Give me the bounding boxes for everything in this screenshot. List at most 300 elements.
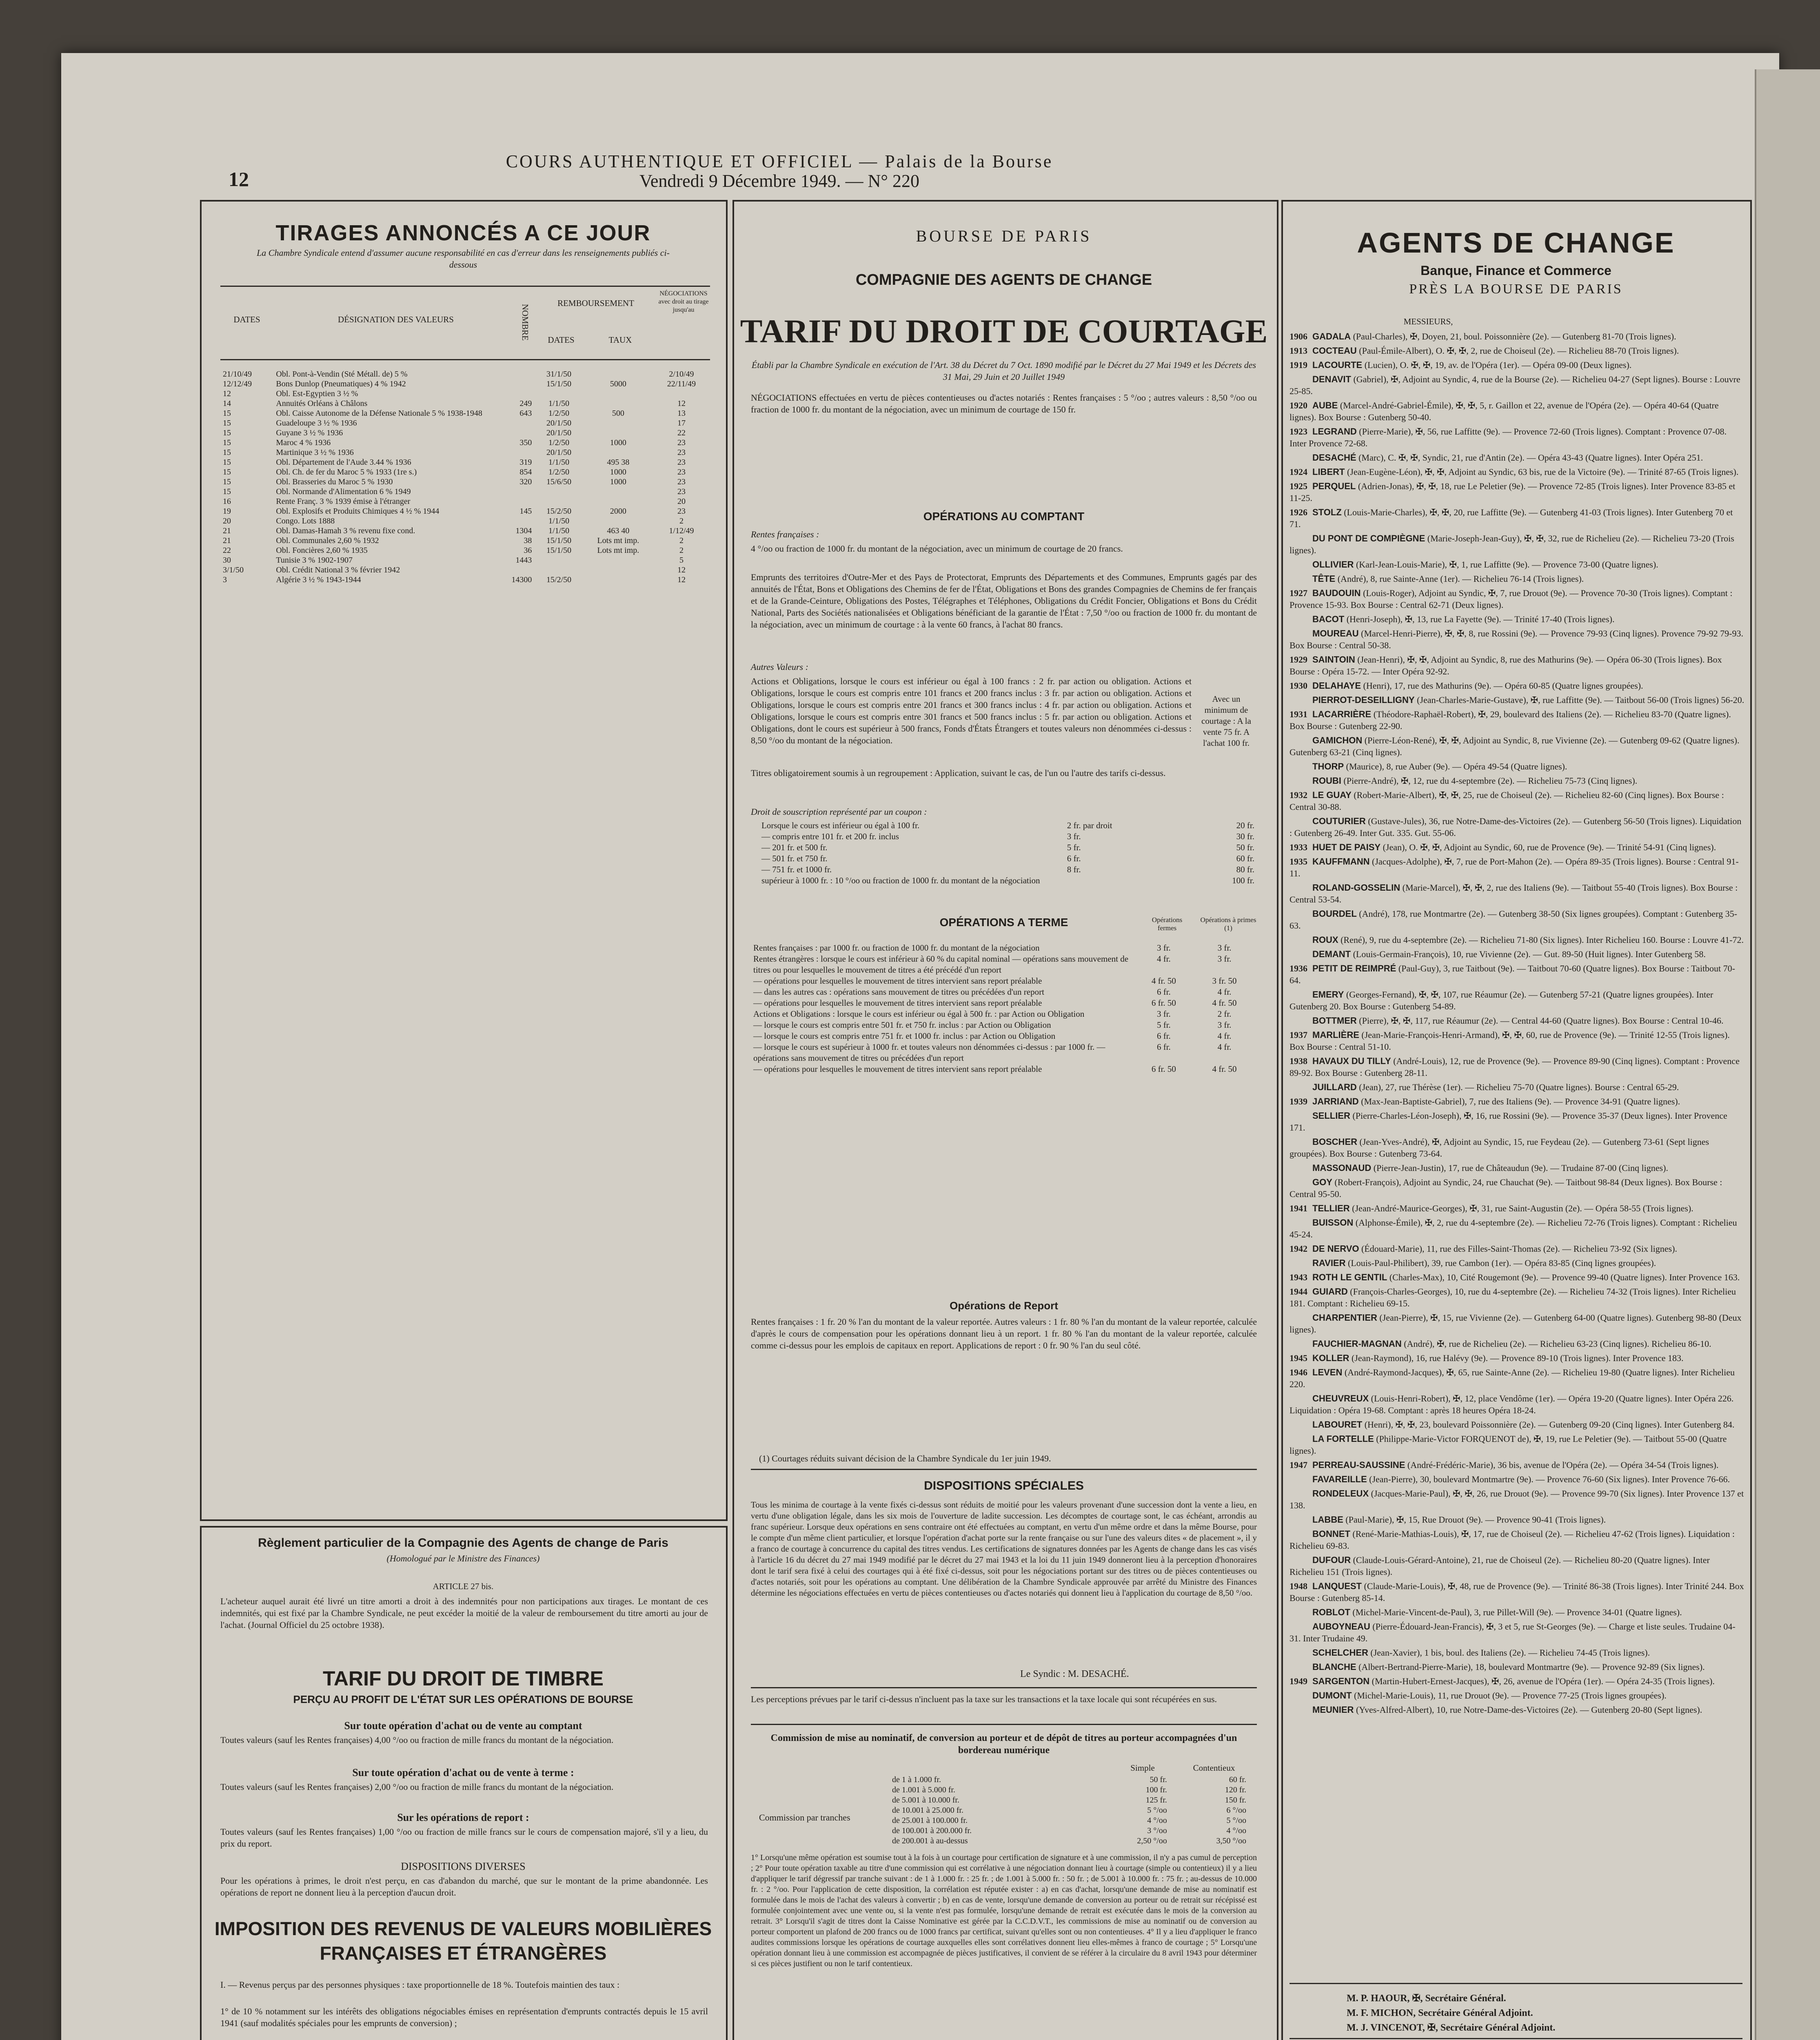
agent-entry [1290, 815, 1745, 839]
agent-year: 1935 [1290, 856, 1307, 867]
agents-subtitle: Banque, Finance et Commerce [1420, 263, 1611, 278]
agent-name: LA FORTELLE [1312, 1434, 1374, 1444]
agent-details: (René-Marie-Mathias-Louis), ✠, 17, rue de Choiseul (2e). — Richelieu 47-62 (Trois lignes). Liquidation : Richelieu 69-83. [1290, 1529, 1735, 1551]
agent-details: (Marcel-Henri-Pierre), ✠, ✠, 8, rue Rossini (9e). — Provence 79-93 (Cinq lignes). Provence 79-92 79-93. Box Bourse : Central 50-38. [1290, 628, 1743, 650]
agent-entry [1290, 1312, 1745, 1335]
table-cell: 20 [677, 497, 686, 506]
commission-notes: 1° Lorsqu'une même opération est soumise tout à la fois à un courtage pour certification de signature et à une commission, il n'y a pas cumul de perception ; 2° Pour toute opération taxable au titre d'une commission qui est corrélative à une négociation donnant lieu à courtage (simple ou contentieux) il y a lieu d'appliquer le tarif dégressif par tranche suivant : de 1 à 1.000 fr. : 25 fr. ; de 1.001 à 5.000 fr. : 50 fr. ; de 5.001 à 10.000 fr. : 75 fr. ; au-dessus de 10.000 fr. : 2 °/oo. Pour l'application de cette disposition, la corrélation est réputée exister : a) en cas d'achat, lorsqu'une demande de mise au nominatif est formulée dans le mois de l'achat des valeurs à convertir ; b) en cas de vente, lorsqu'une demande de conversion au porteur ou de retrait sur récépissé est formulée conjointement avec une vente ou, si la vente n'est pas formulée, lorsqu'une demande de retrait est exécutée dans le mois de la conversion au retrait. 3° Lorsqu'il s'agit de titres dont la Caisse Nominative est gérée par la C.C.D.V.T., les commissions de mise au nominatif ou de conversion au porteur comportent un plafond de 200 francs ou de 1000 francs par certificat, suivant qu'elles sont ou non contentieuses. 4° Il y a lieu d'appliquer le franco audites commissions lorsque les opérations de courtage auxquelles elles sont corrélatives donnent lieu elles-mêmes à franco de courtage ; 5° Lorsqu'une opération donnant lieu à une commission est accompagnée de pièces justificatives, il convient de se référer à la circulaire du 8 avril 1943 pour déterminer si ces pièces justifient ou non le tarif contentieux. [751, 1853, 1257, 1968]
agent-details: (Édouard-Marie), 11, rue des Filles-Saint-Thomas (2e). — Richelieu 73-92 (Six lignes). [1359, 1244, 1677, 1254]
agent-details: (Henri-Joseph), ✠, 13, rue La Fayette (9e). — Trinité 17-40 (Trois lignes). [1344, 614, 1615, 624]
table-cell: 22/11/49 [667, 379, 696, 388]
table-cell: 22 [677, 428, 686, 437]
agent-name: ROUBI [1312, 776, 1341, 786]
agent-year: 1923 [1290, 426, 1307, 437]
table-cell: 643 [519, 409, 532, 418]
agent-details: (Jean-Raymond), 16, rue Halévy (9e). — Provence 89-10 (Trois lignes). Inter Provence 183. [1349, 1353, 1684, 1363]
table-cell: 15 [223, 448, 231, 457]
agent-details: (Louis-Germain-François), 10, rue Vivienne (2e). — Gut. 89-50 (Huit lignes). Inter Gutenberg 58. [1351, 949, 1706, 959]
agent-name: DENAVIT [1312, 374, 1351, 384]
table-cell [501, 369, 534, 379]
table-row [890, 1816, 1249, 1826]
table-row [220, 369, 710, 379]
table-row [220, 408, 710, 418]
agent-details: (André-Raymond-Jacques), ✠, 65, rue Sainte-Anne (2e). — Richelieu 19-80 (Quatre lignes). Inter Richelieu 220. [1290, 1367, 1735, 1389]
agent-name: SCHELCHER [1312, 1648, 1368, 1658]
table-cell: 100 fr. [1145, 1785, 1167, 1794]
col-designation: DÉSIGNATION DES VALEURS [338, 315, 454, 324]
table-row [220, 448, 710, 457]
table-row [220, 526, 710, 536]
table-cell: 15 [223, 428, 231, 437]
reglement-article: ARTICLE 27 bis. [433, 1581, 494, 1591]
table-row [751, 1020, 1257, 1031]
timbre-p3: Toutes valeurs (sauf les Rentes françaises) 1,00 °/oo ou fraction de mille francs sur le cours de compensation majoré, s'il y a lieu, du prix du report. [220, 1827, 708, 1849]
table-cell [501, 418, 534, 428]
agent-name: GUIARD [1312, 1286, 1348, 1297]
table-cell: Lorsque le cours est inférieur ou égal à 100 fr. [761, 820, 920, 830]
table-cell: 15/6/50 [546, 477, 572, 486]
table-cell [501, 487, 534, 497]
table-cell: 320 [519, 477, 532, 486]
agent-name: BAUDOUIN [1312, 588, 1361, 598]
agent-details: (Jean), O. ✠, ✠, Adjoint au Syndic, 60, rue de Provence (9e). — Trinité 54-91 (Cinq lignes). [1381, 842, 1716, 852]
table-cell [501, 497, 534, 506]
table-row [220, 536, 710, 545]
agent-name: OLLIVIER [1312, 559, 1354, 570]
agent-entry [1290, 532, 1745, 556]
table-cell: 80 fr. [1236, 865, 1254, 874]
table-cell: 23 [677, 487, 686, 496]
table-cell: 5 fr. [1067, 843, 1081, 852]
table-row [890, 1775, 1249, 1785]
agent-name: LE GUAY [1312, 790, 1352, 800]
table-row [759, 875, 1257, 886]
secretary-1: M. P. HAOUR, ✠, Secrétaire Général. [1347, 1993, 1506, 2004]
table-cell: 2 fr. [1217, 1009, 1232, 1019]
table-cell: — opérations pour lesquelles le mouvement de titres intervient sans report préalable [753, 998, 1042, 1008]
agent-name: MOUREAU [1312, 628, 1359, 639]
table-cell [584, 428, 653, 438]
table-cell: 22 [223, 546, 231, 555]
agent-name: LACARRIÈRE [1312, 709, 1372, 719]
tirages-table [220, 369, 710, 585]
agent-name: GAMICHON [1312, 735, 1363, 745]
table-cell: 15/2/50 [546, 507, 572, 516]
table-cell: 5 [679, 556, 684, 565]
table-cell: — dans les autres cas : opérations sans mouvement de titres ou précédées d'un report [753, 987, 1044, 997]
agent-entry [1290, 1661, 1745, 1673]
agent-details: (Robert-François), Adjoint au Syndic, 24, rue Chauchat (9e). — Taitbout 98-84 (Deux lignes). Box Bourse : Central 95-50. [1290, 1177, 1722, 1199]
table-cell: de 5.001 à 10.000 fr. [892, 1796, 959, 1805]
table-cell [534, 565, 583, 575]
souscription-table [759, 820, 1257, 886]
agent-entry [1290, 1488, 1745, 1511]
table-cell [584, 448, 653, 457]
comptant-p3: Actions et Obligations, lorsque le cours est inférieur ou égal à 100 francs : 2 fr. par action ou obligation. Actions et Obligations, lorsque le cours est compris entre 101 francs et 200 francs inclus : 3 fr. par action ou obligation. Actions et Obligations, lorsque le cours est compris entre 201 francs et 300 francs inclus : 4 fr. par action ou obligation. Actions et Obligations, lorsque le cours est compris entre 301 francs et 500 francs inclus : 5 fr. par action ou obligation. Actions et Obligations, dont le cours est supérieur à 500 francs, Fonds d'États Étrangers et toutes valeurs non dénommées ci-dessus : 8,50 °/oo du montant de la négociation. [751, 676, 1192, 745]
agent-entry [1290, 948, 1745, 960]
agent-details: (André-Frédéric-Marie), 36 bis, avenue de l'Opéra (2e). — Opéra 34-54 (Trois lignes). [1405, 1460, 1719, 1470]
table-cell: 6 fr. 50 [1151, 1064, 1176, 1074]
table-cell: Obl. Explosifs et Produits Chimiques 4 ½ % 1944 [276, 507, 439, 516]
table-cell: 15 [223, 409, 231, 418]
agent-name: AUBOYNEAU [1312, 1621, 1370, 1632]
table-cell: 854 [519, 468, 532, 477]
timbre-p1: Toutes valeurs (sauf les Rentes françaises) 4,00 °/oo ou fraction de mille francs du montant de la négociation. [220, 1735, 614, 1745]
agent-entry [1290, 1675, 1745, 1687]
table-cell: 15 [223, 419, 231, 428]
agent-details: (Pierre-Léon-René), ✠, ✠, Adjoint au Syndic, 8, rue Vivienne (2e). — Gutenberg 09-62 (Quatre lignes). Gutenberg 63-21 (Cinq lignes). [1290, 735, 1740, 757]
agent-entry [1290, 1176, 1745, 1200]
agent-details: (Louis-Paul-Philibert), 39, rue Cambon (1er). — Opéra 83-85 (Cinq lignes groupées). [1345, 1258, 1656, 1268]
agent-entry [1290, 1029, 1745, 1053]
agent-year: 1920 [1290, 400, 1307, 410]
table-cell: Lots mt imp. [597, 546, 639, 555]
col-nombre: NOMBRE [520, 304, 530, 341]
agent-name: MARLIÈRE [1312, 1030, 1359, 1040]
table-row [759, 842, 1257, 853]
table-cell: — 751 fr. et 1000 fr. [761, 865, 832, 874]
comptant-autres-label: Autres Valeurs : [751, 662, 808, 672]
table-cell: Rentes étrangères : lorsque le cours est inférieur à 60 % du capital nominal — opérations sans mouvement de titres ou pour lesquelles le mouvement de titres a été précédé d'un report [753, 954, 1129, 975]
agent-name: RONDELEUX [1312, 1488, 1369, 1499]
agent-year: 1945 [1290, 1353, 1307, 1363]
table-cell: 15/2/50 [546, 575, 572, 584]
agent-year: 1947 [1290, 1460, 1307, 1470]
col-nego: NÉGOCIATIONS avec droit au tirage jusqu'au [658, 290, 709, 313]
table-cell: de 1 à 1.000 fr. [892, 1775, 941, 1784]
agent-entry [1290, 613, 1745, 625]
agent-details: (Jean-Henri), ✠, ✠, Adjoint au Syndic, 8, rue des Mathurins (9e). — Opéra 06-30 (Trois lignes). Box Bourse : Opéra 15-72. — Inter Opéra 92-92. [1290, 654, 1722, 676]
agent-year: 1929 [1290, 654, 1307, 665]
reglement-title: Règlement particulier de la Compagnie des Agents de change de Paris [258, 1536, 668, 1550]
table-cell: 23 [677, 438, 686, 447]
agent-name: DEMANT [1312, 949, 1351, 959]
agent-details: (Robert-Marie-Albert), ✠, ✠, 25, rue de Choiseul (2e). — Richelieu 82-60 (Cinq lignes). Box Bourse : Central 30-88. [1290, 790, 1724, 812]
table-cell: 15/1/50 [546, 536, 572, 545]
table-cell: 5000 [610, 379, 626, 388]
tirages-body-rule [220, 359, 710, 360]
agent-entry [1290, 330, 1745, 342]
agent-details: (Pierre-Édouard-Jean-Francis), ✠, 3 et 5, rue St-Georges (9e). — Charge et liste seules. Trudaine 04-31. Inter Trudaine 49. [1290, 1621, 1736, 1643]
agent-name: HUET DE PAISY [1312, 842, 1381, 852]
table-cell: 31/1/50 [546, 370, 572, 379]
page-header-title: COURS AUTHENTIQUE ET OFFICIEL — Palais de la Bourse [506, 151, 1053, 171]
page-header-date: Vendredi 9 Décembre 1949. — N° 220 [639, 171, 919, 191]
agent-entry [1290, 1095, 1745, 1107]
agent-details: (Jean-Pierre), 30, boulevard Montmartre (9e). — Provence 76-60 (Six lignes). Inter Provence 76-66. [1367, 1474, 1730, 1484]
table-cell [501, 448, 534, 457]
agent-year: 1937 [1290, 1030, 1307, 1040]
secretaries [1347, 1991, 1738, 2035]
table-row [890, 1836, 1249, 1846]
table-cell: Obl. Crédit National 3 % février 1942 [276, 565, 400, 574]
timbre-h4: DISPOSITIONS DIVERSES [401, 1860, 526, 1872]
agent-details: (Karl-Jean-Louis-Marie), ✠, 1, rue Laffitte (9e). — Provence 73-00 (Quatre lignes). [1354, 559, 1658, 570]
table-cell [584, 565, 653, 575]
agent-entry [1290, 1217, 1745, 1240]
agent-entry [1290, 1081, 1745, 1093]
table-cell: 15 [223, 487, 231, 496]
agent-name: ROUX [1312, 935, 1338, 945]
agent-details: (André), ✠, rue de Richelieu (2e). — Richelieu 63-23 (Cinq lignes). Richelieu 86-10. [1401, 1339, 1711, 1349]
report-note: (1) Courtages réduits suivant décision de la Chambre Syndicale du 1er juin 1949. [759, 1453, 1051, 1463]
table-cell: 3 °/oo [1147, 1826, 1167, 1835]
table-cell: 23 [677, 448, 686, 457]
commission-label: Commission par tranches [759, 1812, 850, 1823]
table-cell: 3 fr. [1156, 1009, 1171, 1019]
timbre-h2: Sur toute opération d'achat ou de vente à terme : [352, 1767, 574, 1778]
agent-details: (Paul-Émile-Albert), O. ✠, ✠, 2, rue de Choiseul (2e). — Richelieu 88-70 (Trois lignes). [1356, 346, 1679, 356]
agent-details: (Lucien), O. ✠, ✠, 19, av. de l'Opéra (1er). — Opéra 09-00 (Deux lignes). [1362, 360, 1632, 370]
agent-year: 1925 [1290, 481, 1307, 491]
agent-year: 1942 [1290, 1244, 1307, 1254]
tirages-title: TIRAGES ANNONCÉS A CE JOUR [275, 221, 651, 245]
agents-de-change-title: AGENTS DE CHANGE [1357, 227, 1675, 259]
table-cell: 20 fr. [1236, 820, 1254, 830]
table-cell: 6 °/oo [1226, 1806, 1246, 1815]
table-cell: de 1.001 à 5.000 fr. [892, 1785, 955, 1794]
table-cell [653, 389, 710, 399]
table-cell: 23 [677, 468, 686, 477]
agent-name: CHARPENTIER [1312, 1313, 1377, 1323]
report-title: Opérations de Report [950, 1299, 1058, 1312]
agent-name: BOTTMER [1312, 1016, 1357, 1026]
table-cell: de 100.001 à 200.000 fr. [892, 1826, 972, 1835]
table-row [751, 1031, 1257, 1042]
table-cell: 30 fr. [1236, 832, 1254, 841]
agent-entry [1290, 1419, 1745, 1430]
negociations-text: NÉGOCIATIONS effectuées en vertu de pièces contentieuses ou d'actes notariés : Rentes françaises : 5 °/oo ; autres valeurs : 8,50 °/oo ou fraction de 1000 fr. du montant de la négociation, avec un minimum de courtage de 150 fr. [751, 392, 1257, 415]
table-cell [584, 575, 653, 585]
table-cell: 4 fr. 50 [1212, 1064, 1237, 1074]
table-cell: Obl. Ch. de fer du Maroc 5 % 1933 (1re s.) [276, 468, 417, 477]
table-cell: 1/1/50 [548, 399, 570, 408]
middle-rule-2 [751, 1687, 1257, 1688]
agent-name: JARRIAND [1312, 1096, 1359, 1106]
terme-col-fermes: Opérations fermes [1152, 916, 1183, 932]
agent-name: TÊTE [1312, 574, 1336, 584]
agent-entry [1290, 426, 1745, 449]
table-cell: — lorsque le cours est compris entre 501 fr. et 750 fr. inclus : par Action ou Obligation [753, 1020, 1051, 1030]
table-cell [584, 399, 653, 408]
table-row [220, 477, 710, 487]
agent-year: 1931 [1290, 709, 1307, 719]
table-cell: 21/10/49 [223, 370, 252, 379]
terme-table [751, 942, 1257, 1075]
table-cell: Actions et Obligations : lorsque le cours est inférieur ou égal à 500 fr. : par Action ou Obligation [753, 1009, 1085, 1019]
table-cell: Congo. Lots 1888 [276, 517, 335, 526]
agent-name: DELAHAYE [1312, 681, 1361, 691]
agent-name: LANQUEST [1312, 1581, 1362, 1591]
table-cell: 1/12/49 [669, 526, 694, 535]
agent-entry [1290, 1110, 1745, 1133]
agent-entry [1290, 1257, 1745, 1269]
table-cell: 15 [223, 458, 231, 467]
commission-title: Commission de mise au nominatif, de conversion au porteur et de dépôt de titres au porteur accompagnées d'un bordereau numérique [770, 1733, 1237, 1756]
agent-name: COUTURIER [1312, 816, 1366, 826]
table-cell: 4 °/oo [1147, 1816, 1167, 1825]
agent-entry [1290, 559, 1745, 570]
table-cell [501, 428, 534, 438]
table-cell: 3 [223, 575, 227, 584]
table-cell: 6 fr. [1156, 987, 1171, 997]
table-cell: Obl. Département de l'Aude 3.44 % 1936 [276, 458, 411, 467]
table-row [220, 545, 710, 555]
agent-name: TELLIER [1312, 1203, 1350, 1213]
table-cell: 6 fr. [1156, 1031, 1171, 1041]
agent-details: (Martin-Hubert-Ernest-Jacques), ✠, 26, avenue de l'Opéra (1er). — Opéra 24-35 (Trois lignes). [1369, 1676, 1715, 1686]
agent-name: MEUNIER [1312, 1705, 1354, 1715]
comptant-p2: Emprunts des territoires d'Outre-Mer et des Pays de Protectorat, Emprunts des Départements et des Communes, Emprunts gagés par des annuités de l'État, Bons et Obligations des Chemins de fer de l'État, Obligations et Bons des grandes Compagnies de Chemins de fer français et de la Grande-Ceinture, Obligations des Postes, Télégraphes et Téléphones, Obligations du Crédit Foncier, Obligations et Bons du Crédit National, Parts des Sociétés nationalisées et Obligations bénéficiant de la garantie de l'État : 7,50 °/oo ou fraction de 1000 fr. du montant de la négociation, avec un minimum de courtage : à la vente 60 francs, à l'achat 80 francs. [751, 572, 1257, 630]
table-cell: 6 fr. 50 [1151, 998, 1176, 1008]
table-cell: 1443 [515, 556, 532, 565]
table-cell: 4 fr. [1217, 1031, 1232, 1041]
table-cell: 3,50 °/oo [1216, 1836, 1246, 1845]
table-row [220, 399, 710, 408]
timbre-p2: Toutes valeurs (sauf les Rentes françaises) 2,00 °/oo ou fraction de mille francs du montant de la négociation. [220, 1782, 614, 1792]
table-cell: 20/1/50 [546, 448, 572, 457]
table-cell: 4 fr. 50 [1212, 998, 1237, 1008]
table-row [751, 942, 1257, 953]
agent-entry [1290, 452, 1745, 463]
table-row [759, 864, 1257, 875]
agent-entry [1290, 373, 1745, 397]
table-cell: 145 [519, 507, 532, 516]
table-row [890, 1785, 1249, 1795]
agent-year: 1924 [1290, 467, 1307, 477]
table-cell [584, 389, 653, 399]
tirages-subtitle: La Chambre Syndicale entend d'assumer aucune responsabilité en cas d'erreur dans les renseignements publiés ci-dessous [257, 248, 670, 270]
agent-entry [1290, 1514, 1745, 1526]
table-cell: 15 [223, 438, 231, 447]
table-cell: 15 [223, 468, 231, 477]
agent-name: DU PONT DE COMPIÈGNE [1312, 533, 1425, 543]
secretary-3: M. J. VINCENOT, ✠, Secrétaire Général Adjoint. [1347, 2022, 1556, 2033]
perceptions-note: Les perceptions prévues par le tarif ci-dessus n'incluent pas la taxe sur les transactions et la taxe locale qui sont récupérées en sus. [751, 1694, 1217, 1704]
table-cell [501, 379, 534, 389]
table-cell [584, 516, 653, 526]
agent-details: (Claude-Louis-Gérard-Antoine), 21, rue de Choiseul (2e). — Richelieu 80-20 (Quatre lignes). Inter Richelieu 151 (Trois lignes). [1290, 1555, 1710, 1577]
agent-year: 1933 [1290, 842, 1307, 852]
table-cell: 1304 [515, 526, 532, 535]
agent-name: AUBE [1312, 400, 1338, 410]
agent-entry [1290, 775, 1745, 787]
agent-entry [1290, 841, 1745, 853]
agent-entry [1290, 1338, 1745, 1350]
table-cell: Maroc 4 % 1936 [276, 438, 331, 447]
agent-details: (Louis-Marie-Charles), ✠, ✠, 20, rue Laffitte (9e). — Gutenberg 41-03 (Trois lignes). Inter Gutenberg 70 et 71. [1290, 507, 1733, 529]
commission-col-simple: Simple [1130, 1763, 1155, 1773]
souscription-label: Droit de souscription représenté par un coupon : [751, 807, 927, 817]
agent-name: KOLLER [1312, 1353, 1349, 1363]
table-cell: Obl. Est-Egyptien 3 ½ % [276, 389, 358, 398]
commission-table [890, 1775, 1249, 1846]
table-cell: 6 fr. [1156, 1042, 1171, 1052]
agent-year: 1906 [1290, 331, 1307, 341]
imposition-title-2: FRANÇAISES ET ÉTRANGÈRES [320, 1942, 607, 1964]
tirages-head-rule [220, 286, 710, 287]
agent-name: CHEUVREUX [1312, 1393, 1369, 1404]
right-rule-1 [1290, 1983, 1742, 1984]
bourse-de-paris: BOURSE DE PARIS [916, 227, 1092, 245]
agents-list [1290, 330, 1745, 1975]
comptant-title: OPÉRATIONS AU COMPTANT [923, 510, 1085, 523]
imposition-title-1: IMPOSITION DES REVENUS DE VALEURS MOBILIÈRES [214, 1918, 712, 1939]
agent-details: (René), 9, rue du 4-septembre (2e). — Richelieu 71-80 (Six lignes). Inter Richelieu 160. Bourse : Louvre 41-72. [1338, 935, 1744, 945]
table-cell: de 10.001 à 25.000 fr. [892, 1806, 963, 1815]
table-cell: 17 [677, 419, 686, 428]
agent-year: 1936 [1290, 963, 1307, 973]
table-cell [534, 487, 583, 497]
table-row [220, 418, 710, 428]
agent-details: (Pierre), ✠, ✠, 117, rue Réaumur (2e). — Central 44-60 (Quatre lignes). Box Bourse : Central 10-46. [1356, 1016, 1724, 1026]
agent-year: 1941 [1290, 1203, 1307, 1213]
agent-details: (Albert-Bertrand-Pierre-Marie), 18, boulevard Montmartre (9e). — Provence 92-89 (Six lignes). [1356, 1662, 1705, 1672]
table-cell: 249 [519, 399, 532, 408]
agent-details: (Gabriel), ✠, Adjoint au Syndic, 4, rue de la Bourse (2e). — Richelieu 04-27 (Sept lignes). Bourse : Louvre 25-85. [1290, 374, 1740, 396]
dispositions-title: DISPOSITIONS SPÉCIALES [924, 1479, 1084, 1492]
agent-details: (Maurice), 8, rue Auber (9e). — Opéra 49-54 (Quatre lignes). [1344, 761, 1567, 772]
agent-name: PERREAU-SAUSSINE [1312, 1460, 1405, 1470]
table-cell: 23 [677, 458, 686, 467]
agent-entry [1290, 1621, 1745, 1644]
table-cell: Bons Dunlop (Pneumatiques) 4 % 1942 [276, 379, 406, 388]
agent-details: (Yves-Alfred-Albert), 10, rue Notre-Dame-des-Victoires (2e). — Gutenberg 20-80 (Sept lignes). [1354, 1705, 1702, 1715]
agent-details: (Paul-Charles), ✠, Doyen, 21, boul. Poissonnière (2e). — Gutenberg 81-70 (Trois lignes). [1351, 331, 1676, 341]
table-cell: 4 fr. [1156, 954, 1171, 964]
agent-details: (Pierre-Marie), ✠, 56, rue Laffitte (9e). — Provence 72-60 (Trois lignes). Comptant : Provence 07-08. Inter Provence 72-68. [1290, 426, 1727, 448]
agent-details: (Jean-Charles-Marie-Gustave), ✠, rue Laffitte (9e). — Taitbout 56-00 (Trois lignes) 56-20. [1414, 695, 1745, 705]
agent-year: 1930 [1290, 681, 1307, 691]
agent-details: (Louis-Henri-Robert), ✠, 12, place Vendôme (1er). — Opéra 19-20 (Quatre lignes). Inter Opéra 226. Liquidation : Opéra 19-68. Comptant : après 18 heures Opéra 18-24. [1290, 1393, 1734, 1415]
agent-details: (André), 178, rue Montmartre (2e). — Gutenberg 38-50 (Six lignes groupées). Comptant : Gutenberg 35-63. [1290, 909, 1737, 931]
table-row [890, 1795, 1249, 1805]
table-cell: 150 fr. [1225, 1796, 1246, 1805]
secretary-2: M. F. MICHON, Secrétaire Général Adjoint. [1347, 2008, 1533, 2018]
agent-name: BONNET [1312, 1529, 1350, 1539]
table-cell: Rente Franç. 3 % 1939 émise à l'étranger [276, 497, 411, 506]
table-cell: 23 [677, 477, 686, 486]
agent-year: 1932 [1290, 790, 1307, 800]
facing-page-edge [1755, 69, 1820, 2040]
agent-name: FAUCHIER-MAGNAN [1312, 1339, 1402, 1349]
agent-details: (André-Louis), 12, rue de Provence (9e). — Provence 89-90 (Cinq lignes). Comptant : Provence 89-92. Box Bourse : Gutenberg 28-11. [1290, 1056, 1740, 1078]
agent-name: SARGENTON [1312, 1676, 1370, 1686]
agent-year: 1913 [1290, 346, 1307, 356]
agent-name: LEVEN [1312, 1367, 1343, 1377]
agent-entry [1290, 1433, 1745, 1457]
table-cell: 12 [223, 389, 231, 398]
table-cell: 3/1/50 [223, 565, 244, 574]
table-cell: 6 fr. [1067, 854, 1081, 863]
table-row [751, 1042, 1257, 1064]
agent-name: PIERROT-DESEILLIGNY [1312, 695, 1415, 705]
table-cell [584, 555, 653, 565]
table-cell: 3 fr. [1156, 943, 1171, 953]
agent-name: EMERY [1312, 989, 1344, 1000]
agent-name: BOURDEL [1312, 909, 1357, 919]
agent-details: (Jean-Pierre), ✠, 15, rue Vivienne (2e). — Gutenberg 64-00 (Quatre lignes). Gutenberg 98-80 (Deux lignes). [1290, 1313, 1742, 1335]
table-cell: 4 fr. [1217, 987, 1232, 997]
agent-name: HAVAUX DU TILLY [1312, 1056, 1391, 1066]
table-cell: 30 [223, 556, 231, 565]
table-row [751, 1064, 1257, 1075]
table-cell: 60 fr. [1236, 854, 1254, 863]
agent-details: (Alphonse-Émile), ✠, 2, rue du 4-septembre (2e). — Richelieu 72-76 (Trois lignes). Comptant : Richelieu 45-24. [1290, 1217, 1737, 1240]
col-dates: DATES [233, 315, 260, 324]
agent-details: (Jean-Marie-François-Henri-Armand), ✠, ✠, 60, rue de Provence (9e). — Trinité 12-55 (Trois lignes). Box Bourse : Central 51-10. [1290, 1030, 1730, 1052]
table-row [220, 389, 710, 399]
